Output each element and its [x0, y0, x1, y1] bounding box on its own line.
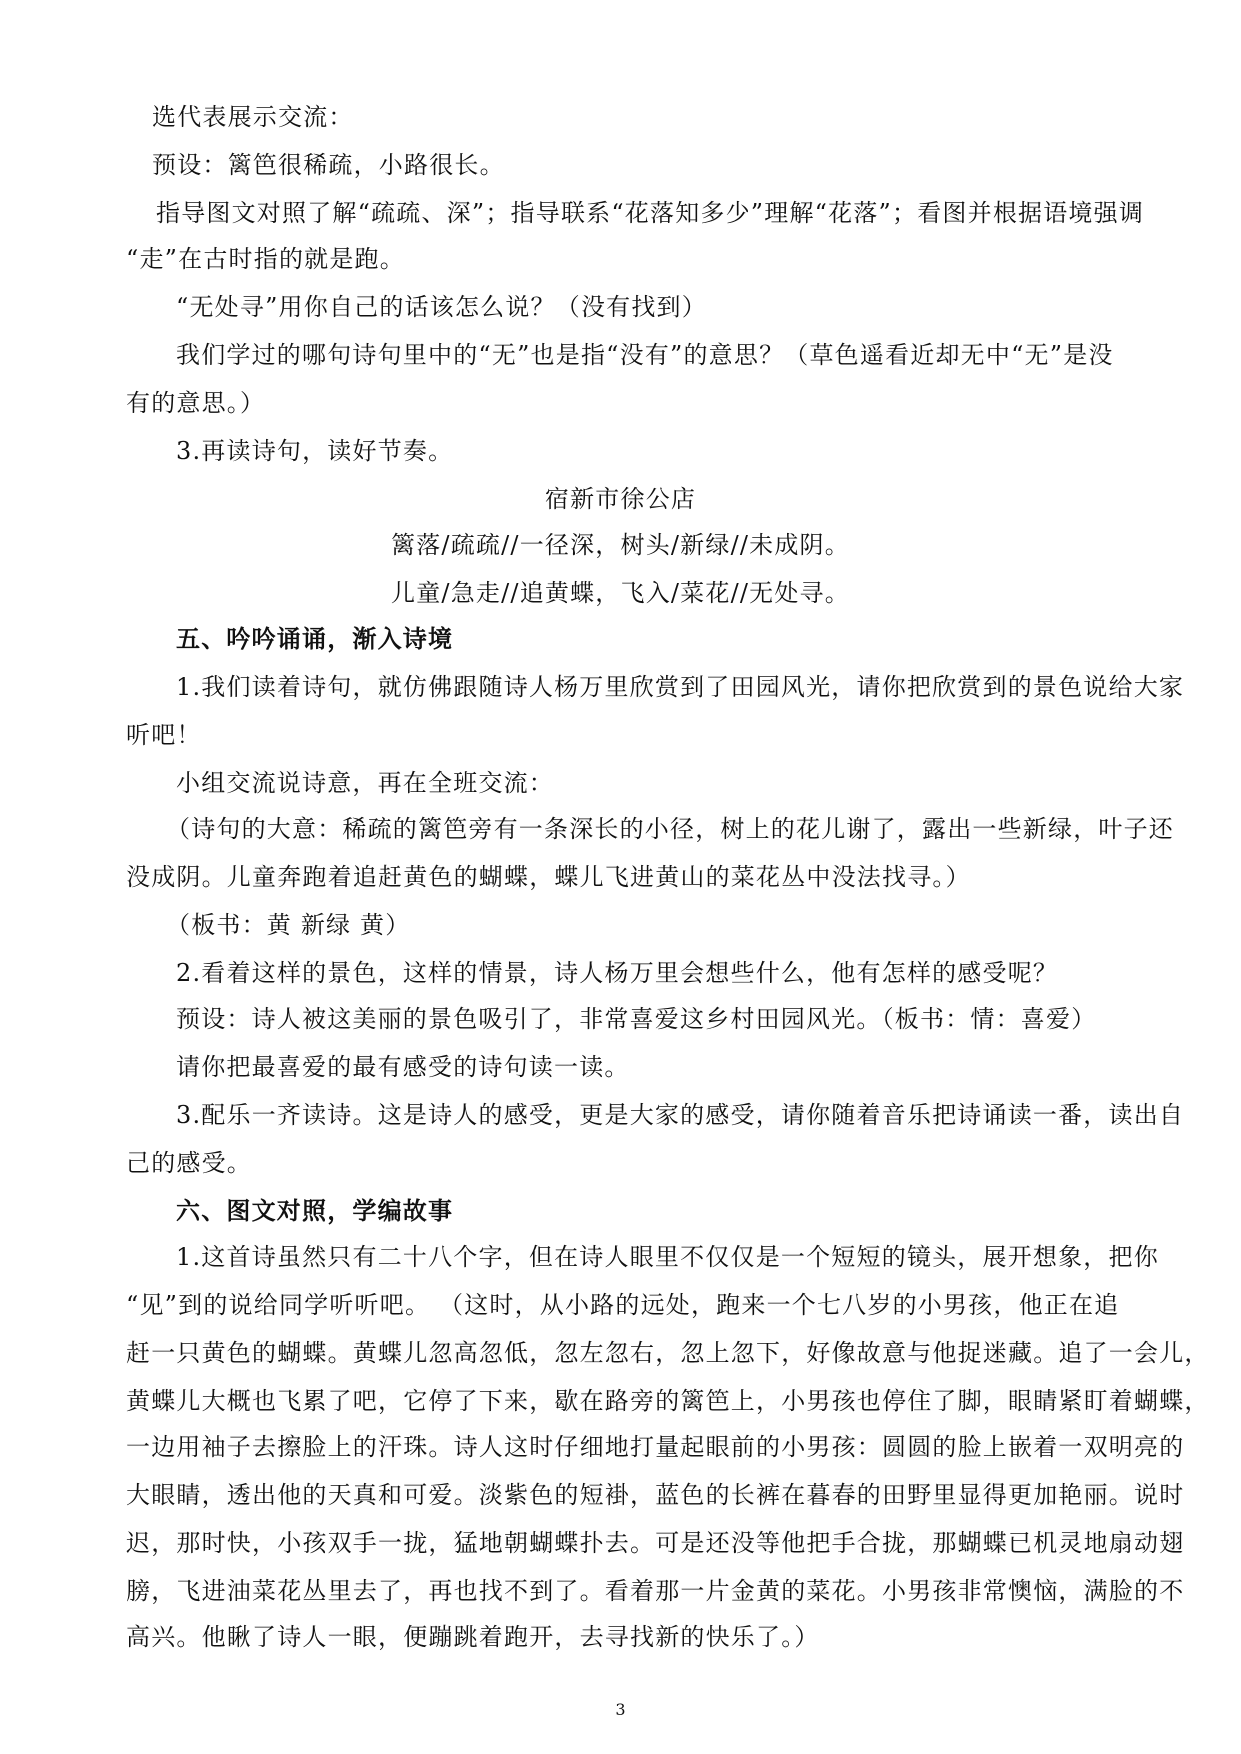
text-line: 预设：篱笆很稀疏，小路很长。	[152, 151, 505, 179]
text-line: 1.这首诗虽然只有二十八个字，但在诗人眼里不仅仅是一个短短的镜头，展开想象，把你	[176, 1243, 1159, 1271]
text-line: 一边用袖子去擦脸上的汗珠。诗人这时仔细地打量起眼前的小男孩：圆圆的脸上嵌着一双明亮的	[126, 1433, 1185, 1461]
text-line: 选代表展示交流：	[152, 103, 354, 131]
page-number: 3	[615, 1700, 626, 1719]
text-line: 高兴。他瞅了诗人一眼，便蹦跳着跑开，去寻找新的快乐了。）	[126, 1623, 820, 1651]
text-line: （诗句的大意：稀疏的篱笆旁有一条深长的小径，树上的花儿谢了，露出一些新绿，叶子还	[166, 815, 1174, 843]
text-line: “无处寻”用你自己的话该怎么说？（没有找到）	[176, 293, 707, 321]
text-line: 听吧！	[126, 721, 202, 749]
text-line: 小组交流说诗意，再在全班交流：	[176, 769, 554, 797]
text-line: 指导图文对照了解“疏疏、深”；指导联系“花落知多少”理解“花落”；看图并根据语境强调	[156, 199, 1145, 227]
poem-title: 宿新市徐公店	[544, 485, 697, 513]
text-line: 预设：诗人被这美丽的景色吸引了，非常喜爱这乡村田园风光。（板书：情：喜爱）	[176, 1005, 1097, 1033]
section-heading: 五、吟吟诵诵，渐入诗境	[176, 624, 454, 653]
text-line: 我们学过的哪句诗句里中的“无”也是指“没有”的意思？（草色遥看近却无中“无”是没	[176, 341, 1114, 369]
text-line: 赶一只黄色的蝴蝶。黄蝶儿忽高忽低，忽左忽右，忽上忽下，好像故意与他捉迷藏。追了一会儿，	[126, 1339, 1210, 1367]
text-line: 有的意思。）	[126, 389, 266, 417]
text-line: 3.再读诗句，读好节奏。	[176, 437, 454, 465]
poem-line: 儿童/急走//追黄蝶，飞入/菜花//无处寻。	[391, 579, 850, 607]
text-line: 3.配乐一齐读诗。这是诗人的感受，更是大家的感受，请你随着音乐把诗诵读一番，读出自	[176, 1101, 1185, 1129]
text-line: 己的感受。	[126, 1149, 252, 1177]
section-heading: 六、图文对照，学编故事	[176, 1196, 454, 1225]
text-line: 请你把最喜爱的最有感受的诗句读一读。	[176, 1053, 630, 1081]
text-line: 膀，飞进油菜花丛里去了，再也找不到了。看着那一片金黄的菜花。小男孩非常懊恼，满脸的不	[126, 1577, 1185, 1605]
text-line: 2.看着这样的景色，这样的情景，诗人杨万里会想些什么，他有怎样的感受呢？	[176, 959, 1059, 987]
text-line: （板书：黄 新绿 黄）	[166, 911, 411, 939]
text-line: 黄蝶儿大概也飞累了吧，它停了下来，歇在路旁的篱笆上，小男孩也停住了脚，眼睛紧盯着蝴蝶，	[126, 1387, 1210, 1415]
text-line: 大眼睛，透出他的天真和可爱。淡紫色的短褂，蓝色的长裤在暮春的田野里显得更加艳丽。说时	[126, 1481, 1185, 1509]
text-line: “走”在古时指的就是跑。	[126, 245, 405, 273]
poem-line: 篱落/疏疏//一径深，树头/新绿//未成阴。	[391, 531, 850, 559]
text-line: 迟，那时快，小孩双手一拢，猛地朝蝴蝶扑去。可是还没等他把手合拢，那蝴蝶已机灵地扇动翅	[126, 1529, 1185, 1557]
text-line: “见”到的说给同学听听吧。 （这时，从小路的远处，跑来一个七八岁的小男孩，他正在追	[126, 1291, 1120, 1319]
text-line: 没成阴。儿童奔跑着追赶黄色的蝴蝶，蝶儿飞进黄山的菜花丛中没法找寻。）	[126, 863, 971, 891]
text-line: 1.我们读着诗句，就仿佛跟随诗人杨万里欣赏到了田园风光，请你把欣赏到的景色说给大家	[176, 673, 1185, 701]
